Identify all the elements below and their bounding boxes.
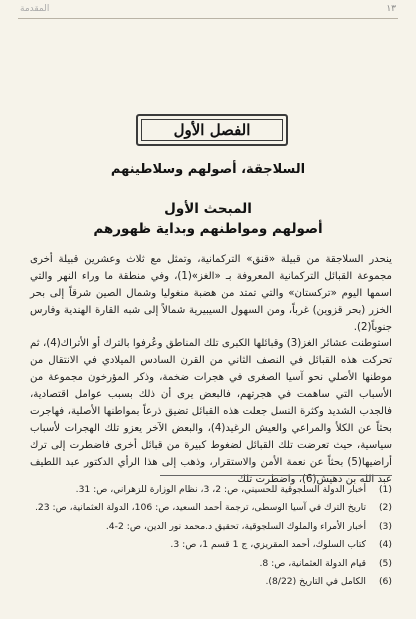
- chapter-title-frame: [136, 114, 288, 146]
- footnote: [34, 499, 392, 517]
- footnote-number: (2): [378, 502, 392, 514]
- body-paragraph-2: [30, 335, 392, 488]
- footnote-text: أخبار الدولة السلجوقية للحسيني، ص: 2، 3، نظام الوزارة للزهراني، ص: 31.: [75, 484, 366, 495]
- footnote-text: أخبار الأمراء والملوك السلجوقية، تحقيق د.محمد نور الدين، ص: 2-4.: [105, 520, 366, 532]
- footnote: [40, 518, 392, 536]
- footnote: [40, 481, 392, 499]
- footnote-text: قيام الدولة العثمانية، ص: 8.: [259, 557, 366, 569]
- paragraph-text: ينحدر السلاجقة من قبيلة «قنق» التركمانية، وتمثل مع ثلاث وعشرين قبيلة أخرى مجموعة القبائل التركمانية المعروفة بـ «الغز»(1)، وفي منطقة ما وراء النهر والتي اسمها اليوم «تركستان» والتي تمتد من هضبة منغوليا وشمال الصين شرقاً إلى بحر الخزر (بحر قزوين) غرباً، ومن السهول السيبيرية شمالاً إلى شبه القارة الهندية وفارس جنوباً(2).: [30, 254, 392, 333]
- footnote-divider: [160, 475, 392, 476]
- paragraph-text: استوطنت عشائر الغز(3) وقبائلها الكبرى تلك المناطق وعُرفوا بالترك أو الأتراك(4)، ثم تحركت هذه القبائل في النصف الثاني من القرن السادس الميلادي في الانتقال من موطنها الأصلي نحو آسيا الصغرى في هجرات ضخمة، وذكر المؤرخون مجموعة من الأسباب التي ساهمت في هجرتهم، فالبعض يرى أن ذلك بسبب عوامل اقتصادية، فالجدب الشديد وكثرة النسل جعلت هذه القبائل تضيق ذرعاً بمواطنها الأصلية، فهاجرت بحثاً عن الكلأ والمراعي والعيش الرغيد(4)، والبعض الآخر يعزو تلك الهجرات لأسباب سياسية، حيث تعرضت تلك القبائل لضغوط كبيرة من قبائل أخرى فاضطرت إلى ترك أراضيها(5) بحثاً عن نعمة الأمن والاستقرار، وذهب إلى هذا الرأي الدكتور عبد اللطيف عبد الله بن دهيش(6)، واضطرت تلك: [30, 338, 392, 485]
- footnote-text: كتاب السلوك، أحمد المقريزي، ج 1 قسم 1، ص: 3.: [170, 539, 366, 551]
- section-title: السلاجقة، أصولهم وسلاطينهم: [110, 162, 306, 177]
- footnote: [40, 536, 392, 554]
- footnote-number: (5): [378, 557, 392, 569]
- footnote-text: الكامل في التاريخ (8/22).: [265, 576, 366, 588]
- subsection-title-line2: أصولهم ومواطنهم وبداية ظهورهم: [93, 221, 323, 237]
- footnote: [40, 573, 392, 591]
- footnote-number: (4): [378, 539, 392, 551]
- body-paragraph-1: [30, 251, 392, 336]
- footnote: [40, 555, 392, 573]
- footnotes: [34, 481, 392, 591]
- running-head: المقدمة: [20, 4, 50, 14]
- page-header: [18, 4, 398, 19]
- page-number: ١٣: [386, 4, 396, 14]
- subsection-title-line1: المبحث الأول: [164, 201, 252, 217]
- footnote-number: (1): [378, 484, 392, 495]
- footnote-number: (6): [378, 576, 392, 588]
- chapter-title: الفصل الأول: [173, 121, 251, 139]
- footnote-text: تاريخ الترك في آسيا الوسطى، ترجمة أحمد السعيد، ص: 106، الدولة العثمانية، ص: 23.: [34, 502, 366, 514]
- footnote-number: (3): [378, 520, 392, 532]
